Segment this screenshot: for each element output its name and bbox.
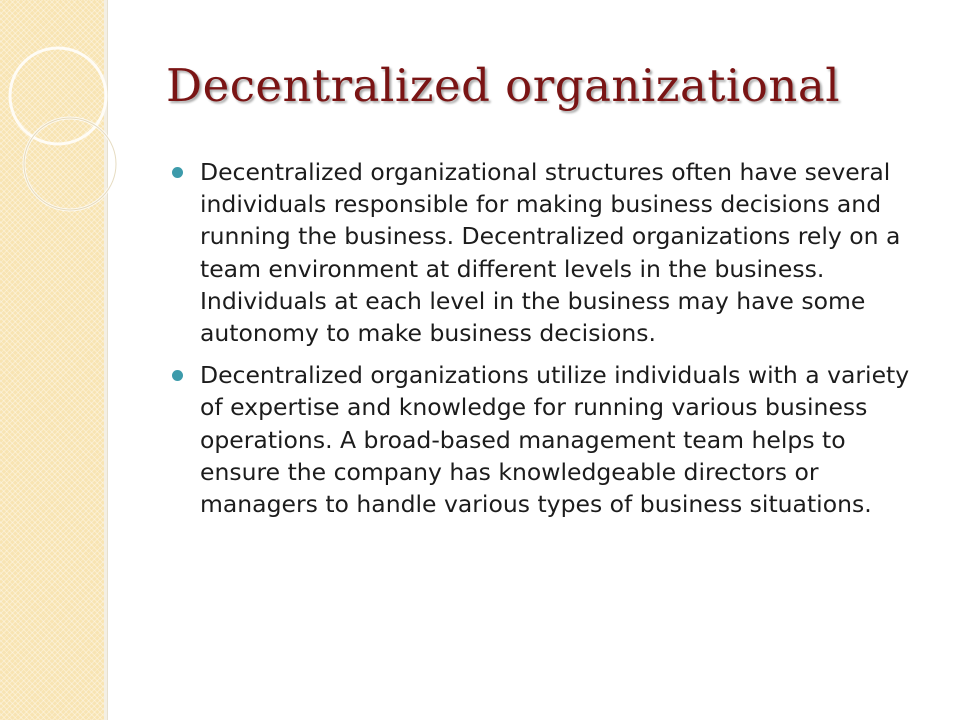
- bullet-item-2: [170, 359, 930, 520]
- bullet-text-1: Decentralized organizational structures often have several individuals responsible for making business decisions and running the business. Decentralized organizations rely on a team environment at different levels in the business. Individuals at each level in the business may have some autonomy to make business decisions.: [200, 158, 901, 348]
- bullet-item-1: [170, 156, 930, 349]
- bullet-dot-icon: [172, 370, 183, 381]
- bullet-dot-icon: [172, 167, 183, 178]
- bullet-list: [170, 156, 930, 530]
- bullet-text-2: Decentralized organizations utilize individuals with a variety of expertise and knowledge for running various business operations. A broad-based management team helps to ensure the company has knowledgeable directors or managers to handle various types of business situations.: [200, 361, 910, 519]
- decorative-ring-upper: [10, 48, 106, 144]
- decorative-rings: [0, 0, 140, 300]
- decorative-ring-lower-shadow: [24, 118, 116, 210]
- slide-title: Decentralized organizational: [166, 59, 841, 112]
